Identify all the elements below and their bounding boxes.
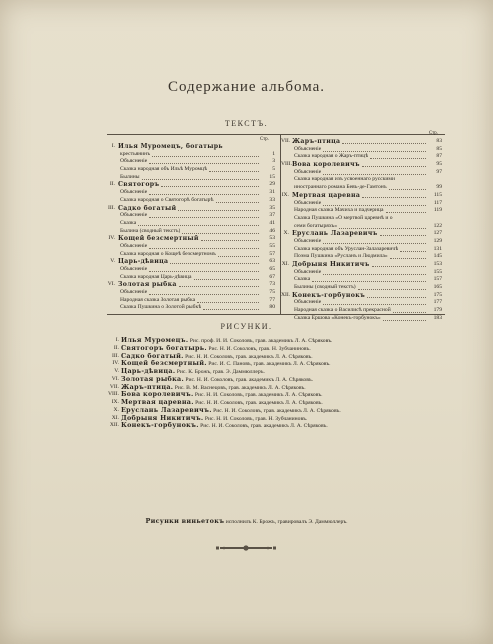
chapter-entry (107, 281, 275, 289)
contents-entry (281, 184, 442, 192)
leader-dots (149, 212, 259, 218)
figure-entry (106, 422, 446, 430)
leader-dots (179, 281, 259, 287)
entry-title: Объясненіе (294, 168, 322, 175)
entry-title: Поэма Пушкина «Русланъ и Людмила» (294, 253, 388, 260)
figure-credits: Рис. проф. И. И. Соколовъ, грав. академикъ Л. А. Сѣряковъ. (188, 338, 333, 344)
entry-title: Сказка народная о Жаръ-птицѣ (294, 153, 369, 160)
contents-entry (281, 223, 442, 231)
figure-number: VII. (109, 383, 119, 390)
entry-page: 119 (433, 207, 442, 214)
figure-credits: Рис. Н. И. Соколовъ, грав. академикъ Л. А. Сѣряковъ. (193, 400, 323, 406)
entry-title: семи богатыряхъ» (294, 222, 338, 229)
entry-title: Сказка народная Царь-дѣвица (120, 273, 192, 280)
figure-title: Илья Муромецъ. (121, 337, 189, 344)
leader-dots (389, 184, 426, 190)
entry-title: Народная сказка Мачиха и падчерица (294, 207, 384, 214)
entry-page: 115 (433, 191, 442, 198)
contents-entry (281, 176, 442, 184)
figure-credits: Рис. Н. И. Соколовъ, грав. академикъ Л. А. Сѣряковъ. (198, 423, 328, 430)
entry-title: Добрыня Никитичъ (292, 261, 370, 268)
figure-credits: Рис. И. С. Пановъ, грав. академикъ Л. А. Сѣряковъ. (206, 361, 331, 368)
entry-title: Народная сказка о Василисѣ прекрасной (294, 307, 391, 314)
figure-number: I. (115, 337, 119, 343)
entry-title: Объясненіе (120, 289, 148, 296)
entry-title: иностраннаго романа Бевъ-де-Гамтонъ (294, 184, 387, 191)
contents-entry (281, 299, 442, 307)
entry-page: 183 (433, 314, 442, 321)
leader-dots (149, 243, 259, 249)
contents-entry (281, 238, 442, 246)
figure-entry (106, 415, 446, 423)
contents-entry (281, 284, 442, 292)
chapter-entry (281, 292, 442, 300)
entry-page: 3 (272, 158, 275, 165)
entry-page: 95 (436, 161, 442, 168)
entry-page: 153 (433, 261, 442, 267)
leader-dots (339, 223, 426, 229)
figure-number: IX. (111, 399, 119, 405)
entry-number: VIII. (281, 161, 293, 168)
entry-title: Сказка народная о Святогорѣ богатырѣ (120, 196, 214, 203)
leader-dots (218, 251, 259, 257)
figure-credits: Рис. Н. И. Соколовъ, грав. Н. Зубчаниновъ. (206, 345, 311, 352)
entry-title: Садко богатый (118, 204, 177, 212)
entry-page: 177 (433, 299, 442, 306)
figure-title: Кощей безсмертный. (121, 360, 207, 368)
entry-page: 31 (269, 189, 275, 196)
leader-dots (358, 284, 426, 290)
entry-number: I. (111, 143, 115, 149)
figure-title: Жаръ-птица. (121, 383, 174, 391)
leader-dots (149, 289, 259, 295)
entry-page: 67 (269, 273, 275, 280)
entry-title: Объясненіе (294, 299, 322, 306)
leader-dots (203, 304, 259, 310)
leader-dots (142, 174, 259, 180)
leader-dots (367, 292, 426, 298)
figure-credits: Рис. В. М. Васнецовъ, грав. академикъ Л. А. Сѣряковъ. (173, 384, 306, 391)
entry-title: Илья Муромецъ, богатырь (118, 143, 223, 150)
vignettes-desc: исполнилъ К. Брожъ, гравировалъ Э. Даммюллеръ. (224, 519, 348, 525)
entry-title: Объясненіе (120, 158, 148, 165)
contents-entry (107, 189, 275, 197)
contents-entry (107, 289, 275, 297)
figure-number: II. (113, 344, 119, 351)
leader-dots (149, 266, 259, 272)
leader-dots (323, 238, 426, 244)
contents-right-column (281, 138, 442, 323)
contents-entry (107, 220, 275, 228)
leader-dots (390, 253, 426, 259)
contents-entry (281, 215, 442, 223)
entry-title: Еруслань Лазаревичъ (292, 230, 378, 238)
leader-dots (170, 258, 259, 264)
leader-dots (323, 146, 426, 152)
contents-entry (281, 253, 442, 261)
entry-number: VII. (281, 138, 291, 144)
figures-section-heading: РИСУНКИ. (220, 322, 273, 331)
contents-entry (281, 269, 442, 277)
entry-title: Народная сказка Золотая рыбка (120, 296, 196, 303)
chapter-entry (107, 235, 275, 243)
entry-page: 55 (269, 242, 275, 249)
chapter-entry (281, 230, 442, 238)
leader-dots (178, 205, 259, 211)
entry-title: Кощей безсмертный (118, 235, 199, 243)
figure-entry (106, 376, 446, 384)
figure-number: III. (112, 352, 119, 359)
entry-title: Сказка народная изъ усвоеннаго русскими (294, 176, 395, 183)
entry-number: IX. (281, 191, 289, 198)
entry-title: Сказка (120, 219, 137, 226)
entry-page: 127 (433, 230, 442, 237)
contents-entry (107, 304, 275, 312)
contents-entry (107, 158, 275, 166)
leader-dots (138, 220, 259, 226)
chapter-entry (107, 258, 275, 266)
leader-dots (182, 228, 259, 234)
chapter-entry (281, 261, 442, 269)
figure-credits: Рис. Н. И. Соколовъ, грав. академикъ Л. А. Сѣряковъ. (183, 353, 313, 360)
chapter-entry (281, 161, 442, 169)
entry-page: 37 (269, 212, 275, 219)
entry-number: X. (283, 230, 289, 237)
page-label-left: Стр. (260, 137, 269, 142)
leader-dots (383, 315, 426, 321)
figure-entry (106, 391, 446, 399)
entry-title: Жаръ-птица (292, 138, 341, 145)
entry-title: Былина (сводный текстъ) (120, 227, 181, 234)
leader-dots (209, 166, 259, 172)
entry-title: Мертвая царевна (292, 191, 361, 199)
contents-entry (107, 166, 275, 174)
figure-entry (106, 353, 446, 361)
figure-title: Садко богатый. (121, 352, 184, 360)
entry-number: XI. (281, 261, 289, 267)
figure-title: Добрыня Никитичъ. (121, 414, 204, 422)
entry-page: 165 (433, 284, 442, 291)
contents-entry (107, 174, 275, 182)
figure-credits: Рис. Н. И. Соколовъ, грав. Н. Зубчаниновъ. (203, 415, 308, 422)
entry-page: 157 (433, 276, 442, 283)
entry-title: Объясненіе (120, 242, 148, 249)
ornament-icon (214, 544, 278, 552)
entry-title: Вова королевичъ (292, 161, 360, 169)
figure-title: Конекъ-горбунокъ. (121, 422, 199, 430)
contents-entry (281, 207, 442, 215)
figure-entry (106, 368, 446, 376)
entry-page: 77 (269, 296, 275, 303)
figure-entry (106, 407, 446, 415)
contents-entry (281, 169, 442, 177)
chapter-entry (281, 192, 442, 200)
page-title: Содержание альбома. (167, 79, 326, 95)
entry-page: 83 (436, 138, 442, 144)
leader-dots (362, 192, 426, 198)
entry-page: 75 (269, 289, 275, 296)
figure-number: V. (114, 368, 119, 374)
entry-page: 73 (269, 281, 275, 288)
figure-credits: Рис. Н. И. Соколовъ, грав. академикъ Л. А. Сѣряковъ. (211, 407, 341, 414)
entry-title: крестьянинъ (120, 150, 151, 157)
entry-number: II. (109, 181, 115, 188)
entry-title: Объясненіе (294, 145, 322, 152)
leader-dots (197, 297, 259, 303)
figure-entry (106, 360, 446, 368)
leader-dots (323, 200, 426, 206)
entry-number: IV. (108, 235, 115, 242)
vignettes-title: Рисунки виньетокъ (145, 517, 225, 525)
entry-page: 97 (436, 168, 442, 175)
leader-dots (372, 261, 426, 267)
leader-dots (152, 151, 259, 157)
contents-entry (281, 153, 442, 161)
contents-entry (107, 251, 275, 259)
entry-page: 85 (436, 145, 442, 152)
leader-dots (370, 153, 426, 159)
page-label-right: Стр. (429, 131, 438, 136)
text-section-heading: ТЕКСТЪ. (224, 119, 269, 128)
contents-entry (107, 151, 275, 159)
figure-entry (106, 345, 446, 353)
contents-entry (281, 146, 442, 154)
entry-page: 99 (436, 184, 442, 191)
figure-title: Царь-дѣвица. (121, 368, 176, 375)
entry-title: Сказка народная объ Ильѣ Муромцѣ (120, 166, 208, 173)
chapter-entry (281, 138, 442, 146)
entry-page: 122 (433, 222, 442, 229)
vignettes-credit (0, 517, 493, 525)
entry-title: Объясненіе (120, 212, 148, 219)
contents-entry (107, 243, 275, 251)
entry-page: 129 (433, 237, 442, 244)
entry-page: 41 (269, 219, 275, 226)
figure-entry (106, 384, 446, 392)
entry-title: Объясненіе (120, 189, 148, 196)
contents-entry (107, 212, 275, 220)
leader-dots (323, 269, 426, 275)
entry-title: Сказка Пушкина о Золотой рыбкѣ (120, 304, 202, 311)
figures-list (106, 337, 446, 430)
entry-page: 35 (269, 204, 275, 211)
entry-title: Объясненіе (120, 266, 148, 272)
entry-page: 175 (433, 291, 442, 298)
figure-entry (106, 337, 446, 345)
entry-title: Объясненіе (294, 237, 322, 244)
entry-page: 29 (269, 181, 275, 188)
contents-entry (107, 297, 275, 305)
entry-number: III. (108, 204, 115, 211)
figure-title: Святогоръ богатырь. (121, 344, 207, 352)
leader-dots (312, 276, 426, 282)
entry-title: Былины (сводный текстъ) (294, 284, 356, 291)
entry-title: Сказка народная объ Уруслан-Залазаревичѣ (294, 245, 399, 252)
leader-dots (362, 161, 426, 167)
figure-title: Еруслань Лазаревичъ. (121, 406, 212, 414)
figure-number: XII. (109, 422, 119, 429)
entry-page: 5 (272, 166, 275, 173)
entry-title: Объясненіе (294, 199, 322, 206)
entry-title: Царь-дѣвица (118, 258, 169, 266)
entry-page: 131 (433, 245, 442, 252)
figure-number: X. (113, 406, 119, 413)
leader-dots (216, 197, 259, 203)
entry-title: Сказка Ершова «Конекъ-горбунокъ» (294, 314, 381, 321)
leader-dots (149, 158, 259, 164)
leader-dots (342, 138, 426, 144)
contents-entry (107, 197, 275, 205)
figure-number: XI. (111, 414, 119, 421)
entry-page: 63 (269, 258, 275, 265)
figure-title: Бова королевичъ. (121, 391, 194, 399)
top-rule (107, 134, 445, 135)
leader-dots (323, 169, 426, 175)
entry-title: Золотая рыбка (118, 281, 177, 289)
entry-page: 53 (269, 235, 275, 242)
entry-page: 117 (433, 199, 442, 206)
entry-title: Былины (120, 173, 140, 180)
contents-entry (281, 276, 442, 284)
chapter-entry (107, 205, 275, 213)
leader-dots (194, 274, 259, 280)
contents-entry (281, 200, 442, 208)
leader-dots (149, 189, 259, 195)
figure-title: Мертвая царевна. (121, 399, 194, 406)
entry-page: 46 (269, 227, 275, 234)
entry-page: 33 (269, 196, 275, 203)
leader-dots (386, 207, 426, 213)
figure-number: VI. (111, 375, 119, 382)
entry-title: Конекъ-горбунокъ (292, 291, 366, 299)
entry-number: V. (110, 258, 115, 265)
entry-page: 65 (269, 266, 275, 272)
figure-credits: Рис. К. Брожъ, грав. Э. Даммюллеръ. (175, 369, 265, 375)
entry-title: Святогоръ (118, 181, 160, 189)
figure-text (121, 422, 328, 431)
contents-entry (107, 228, 275, 236)
chapter-entry (107, 181, 275, 189)
figure-credits: Рис. Н. И. Соколовъ, грав. академикъ Л. А. Сѣряковъ. (193, 392, 323, 399)
chapter-entry (107, 143, 275, 151)
entry-page: 57 (269, 250, 275, 257)
entry-page: 1 (272, 150, 275, 157)
leader-dots (161, 181, 259, 187)
entry-number: XII. (281, 291, 291, 298)
leader-dots (393, 307, 426, 313)
entry-page: 87 (436, 153, 442, 160)
contents-entry (107, 274, 275, 282)
figure-credits: Рис. Н. И. Соколовъ, грав. академикъ Л. А. Сѣряковъ. (184, 376, 314, 383)
leader-dots (323, 299, 426, 305)
entry-number: VI. (107, 281, 115, 288)
entry-title: Сказка Пушкина «О мертвой царевнѣ и о (294, 214, 393, 221)
entry-page: 179 (433, 307, 442, 314)
figure-number: VIII. (107, 391, 119, 398)
figure-number: IV. (112, 360, 119, 367)
leader-dots (400, 246, 426, 252)
entry-title: Сказка народная о Кощеѣ безсмертномъ (120, 250, 216, 257)
leader-dots (201, 235, 259, 241)
entry-title: Сказка (294, 276, 311, 283)
contents-entry (281, 246, 442, 254)
entry-title: Объясненіе (294, 268, 322, 275)
figure-entry (106, 399, 446, 407)
entry-page: 15 (269, 173, 275, 180)
entry-page: 155 (433, 268, 442, 275)
contents-left-column (107, 143, 275, 312)
entry-page: 145 (433, 253, 442, 260)
contents-entry (281, 307, 442, 315)
figure-title: Золотая рыбка. (121, 375, 185, 383)
leader-dots (380, 230, 426, 236)
contents-entry (107, 266, 275, 274)
entry-page: 80 (269, 304, 275, 311)
